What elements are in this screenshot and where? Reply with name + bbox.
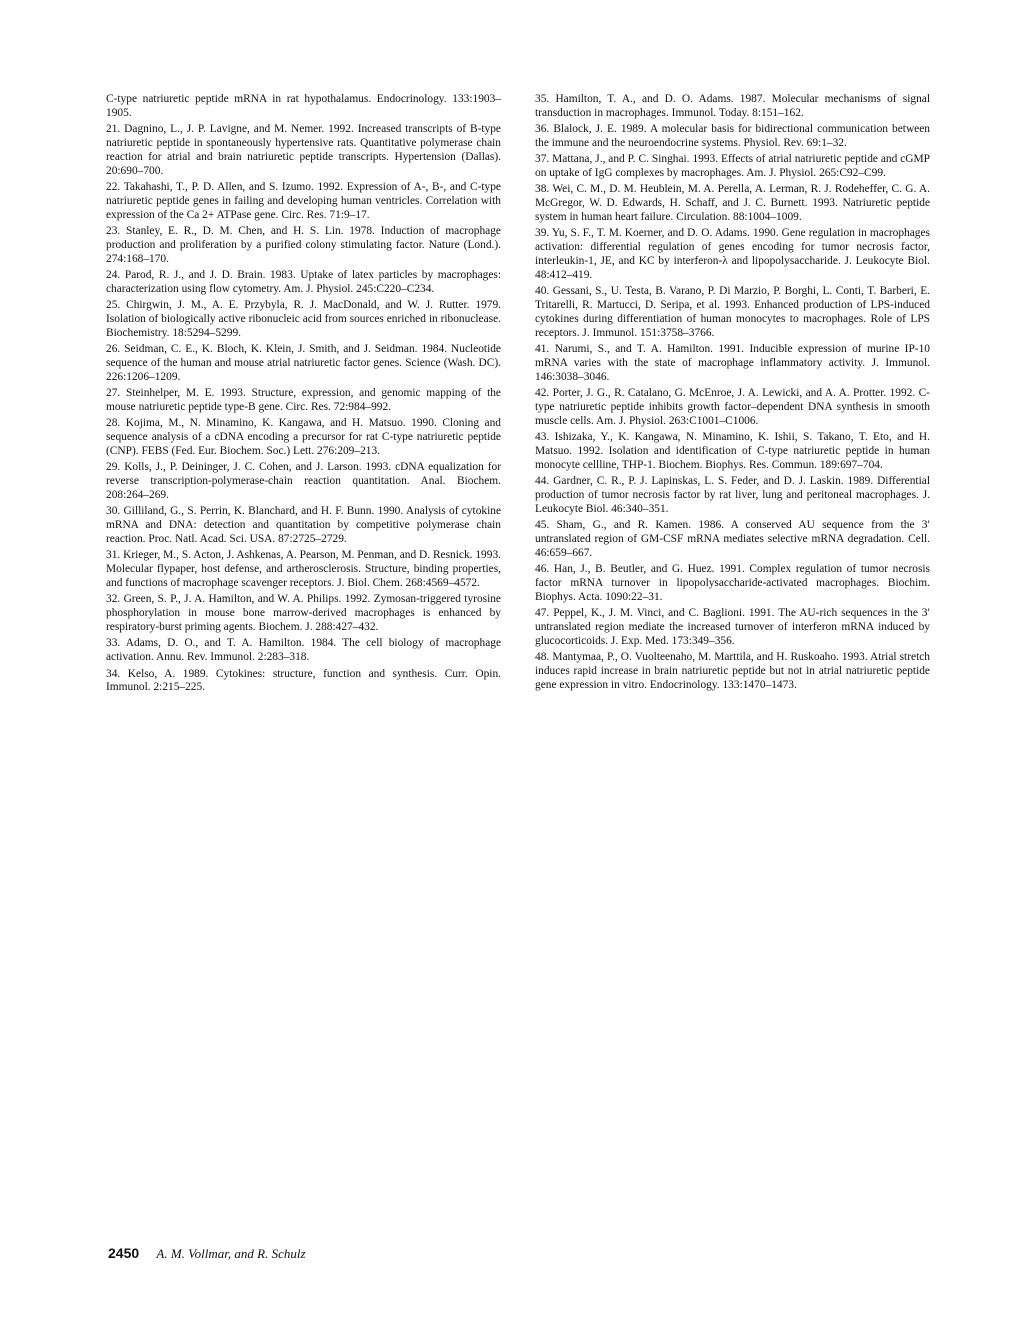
reference-entry: 33. Adams, D. O., and T. A. Hamilton. 1984. The cell biology of macrophage activation. Annu. Rev. Immunol. 2:283–318. xyxy=(106,637,502,664)
reference-entry: 45. Sham, G., and R. Kamen. 1986. A conserved AU sequence from the 3′ untranslated region of GM-CSF mRNA mediates selective mRNA degradation. Cell. 46:659–667. xyxy=(535,519,930,560)
reference-entry: 41. Narumi, S., and T. A. Hamilton. 1991. Inducible expression of murine IP-10 mRNA varies with the state of macrophage inflammatory activity. J. Immunol. 146:3038–3046. xyxy=(535,343,930,383)
reference-entry: 21. Dagnino, L., J. P. Lavigne, and M. Nemer. 1992. Increased transcripts of B-type natriuretic peptide in spontaneously hypertensive rats. Quantitative polymerase chain reaction for atrial and brain natriuretic peptide transcripts. Hypertension (Dallas). 20:690–700. xyxy=(106,123,501,177)
reference-entry: 35. Hamilton, T. A., and D. O. Adams. 1987. Molecular mechanisms of signal transduction in macrophages. Immunol. Today. 8:151–162. xyxy=(535,93,930,119)
reference-entry: 30. Gilliland, G., S. Perrin, K. Blanchard, and H. F. Bunn. 1990. Analysis of cytokine mRNA and DNA: detection and quantitation by competitive polymerase chain reaction. Proc. Natl. Acad. Sci. USA. 87:2725–2729. xyxy=(106,505,501,546)
reference-entry: 48. Mantymaa, P., O. Vuolteenaho, M. Marttila, and H. Ruskoaho. 1993. Atrial stretch induces rapid increase in brain natriuretic peptide but not in atrial natriuretic peptide gene expression in vitro. Endocrinology. 133:1470–1473. xyxy=(535,651,930,692)
reference-entry: 44. Gardner, C. R., P. J. Lapinskas, L. S. Feder, and D. J. Laskin. 1989. Differential production of tumor necrosis factor by rat liver, lung and peritoneal macrophages. J. Leukocyte Biol. 46:340–351. xyxy=(535,475,930,516)
reference-entry: 47. Peppel, K., J. M. Vinci, and C. Baglioni. 1991. The AU-rich sequences in the 3′ untranslated region mediate the increased turnover of interferon mRNA induced by glucocorticoids. J. Exp. Med. 173:349–356. xyxy=(535,607,930,648)
reference-entry: 22. Takahashi, T., P. D. Allen, and S. Izumo. 1992. Expression of A-, B-, and C-type natriuretic peptide genes in failing and developing human ventricles. Correlation with expression of the Ca 2+ ATPase gene. Circ. Res. 71:9–17. xyxy=(106,181,501,221)
reference-entry: 32. Green, S. P., J. A. Hamilton, and W. A. Philips. 1992. Zymosan-triggered tyrosine phosphorylation in mouse bone marrow-derived macrophages is enhanced by respiratory-burst priming agents. Biochem. J. 288:427–432. xyxy=(106,593,501,634)
reference-entry: 40. Gessani, S., U. Testa, B. Varano, P. Di Marzio, P. Borghi, L. Conti, T. Barberi, E. Tritarelli, R. Martucci, D. Seripa, et al. 1993. Enhanced production of LPS-induced cytokines during differentiation of human monocytes to macrophages. Role of LPS receptors. J. Immunol. 151:3758–3766. xyxy=(535,285,930,339)
reference-entry: 37. Mattana, J., and P. C. Singhai. 1993. Effects of atrial natriuretic peptide and cGMP on uptake of IgG complexes by macrophages. Am. J. Physiol. 265:C92–C99. xyxy=(535,153,930,180)
reference-entry: 27. Steinhelper, M. E. 1993. Structure, expression, and genomic mapping of the mouse natriuretic peptide type-B gene. Circ. Res. 72:984–992. xyxy=(106,387,501,414)
running-authors: A. M. Vollmar, and R. Schulz xyxy=(156,1246,306,1261)
reference-entry: 25. Chirgwin, J. M., A. E. Przybyla, R. J. MacDonald, and W. J. Rutter. 1979. Isolation of biologically active ribonucleic acid from sources enriched in ribonuclease. Biochemistry. 18:5294–5299. xyxy=(106,299,501,339)
reference-entry: 26. Seidman, C. E., K. Bloch, K. Klein, J. Smith, and J. Seidman. 1984. Nucleotide sequence of the human and mouse atrial natriuretic factor genes. Science (Wash. DC). 226:1206–1209. xyxy=(106,343,501,383)
page-footer xyxy=(108,1245,306,1262)
reference-entry: 39. Yu, S. F., T. M. Koerner, and D. O. Adams. 1990. Gene regulation in macrophages activation: differential regulation of genes encoding for tumor necrosis factor, interleukin-1, JE, and KC by interferon-λ and lipopolysaccharide. J. Leukocyte Biol. 48:412–419. xyxy=(535,227,930,282)
reference-entry: 34. Kelso, A. 1989. Cytokines: structure, function and synthesis. Curr. Opin. Immunol. 2:215–225. xyxy=(106,667,501,694)
page-number: 2450 xyxy=(108,1245,140,1261)
references-right-column xyxy=(535,93,930,695)
reference-entry: 36. Blalock, J. E. 1989. A molecular basis for bidirectional communication between the immune and the neuroendocrine systems. Physiol. Rev. 69:1–32. xyxy=(535,123,930,150)
reference-entry: 28. Kojima, M., N. Minamino, K. Kangawa, and H. Matsuo. 1990. Cloning and sequence analysis of a cDNA encoding a precursor for rat C-type natriuretic peptide (CNP). FEBS (Fed. Eur. Biochem. Soc.) Lett. 276:209–213. xyxy=(106,417,501,458)
reference-entry: 23. Stanley, E. R., D. M. Chen, and H. S. Lin. 1978. Induction of macrophage production and proliferation by a purified colony stimulating factor. Nature (Lond.). 274:168–170. xyxy=(106,225,501,265)
reference-entry: 43. Ishizaka, Y., K. Kangawa, N. Minamino, K. Ishii, S. Takano, T. Eto, and H. Matsuo. 1992. Isolation and identification of C-type natriuretic peptide in human monocyte cellline, THP-1. Biochem. Biophys. Res. Commun. 189:697–704. xyxy=(535,431,930,472)
reference-entry: 24. Parod, R. J., and J. D. Brain. 1983. Uptake of latex particles by macrophages: characterization using flow cytometry. Am. J. Physiol. 245:C220–C234. xyxy=(106,269,501,295)
reference-entry: 42. Porter, J. G., R. Catalano, G. McEnroe, J. A. Lewicki, and A. A. Protter. 1992. C-type natriuretic peptide inhibits growth factor–dependent DNA synthesis in smooth muscle cells. Am. J. Physiol. 263:C1001–C1006. xyxy=(535,387,930,428)
reference-entry: 38. Wei, C. M., D. M. Heublein, M. A. Perella, A. Lerman, R. J. Rodeheffer, C. G. A. McGregor, W. D. Edwards, H. Schaff, and J. C. Burnett. 1993. Natriuretic peptide system in human heart failure. Circulation. 88:1004–1009. xyxy=(535,183,930,224)
reference-entry: 31. Krieger, M., S. Acton, J. Ashkenas, A. Pearson, M. Penman, and D. Resnick. 1993. Molecular flypaper, host defense, and artherosclerosis. Structure, binding properties, and functions of macrophage scavenger receptors. J. Biol. Chem. 268:4569–4572. xyxy=(106,549,501,590)
reference-entry: 46. Han, J., B. Beutler, and G. Huez. 1991. Complex regulation of tumor necrosis factor mRNA turnover in lipopolysaccharide-activated macrophages. Biochim. Biophys. Acta. 1090:22–31. xyxy=(535,563,930,604)
reference-entry: 29. Kolls, J., P. Deininger, J. C. Cohen, and J. Larson. 1993. cDNA equalization for reverse transcription-polymerase-chain reaction quantitation. Anal. Biochem. 208:264–269. xyxy=(106,461,501,502)
reference-entry: C-type natriuretic peptide mRNA in rat hypothalamus. Endocrinology. 133:1903–1905. xyxy=(106,93,501,119)
references-left-column xyxy=(106,93,501,698)
